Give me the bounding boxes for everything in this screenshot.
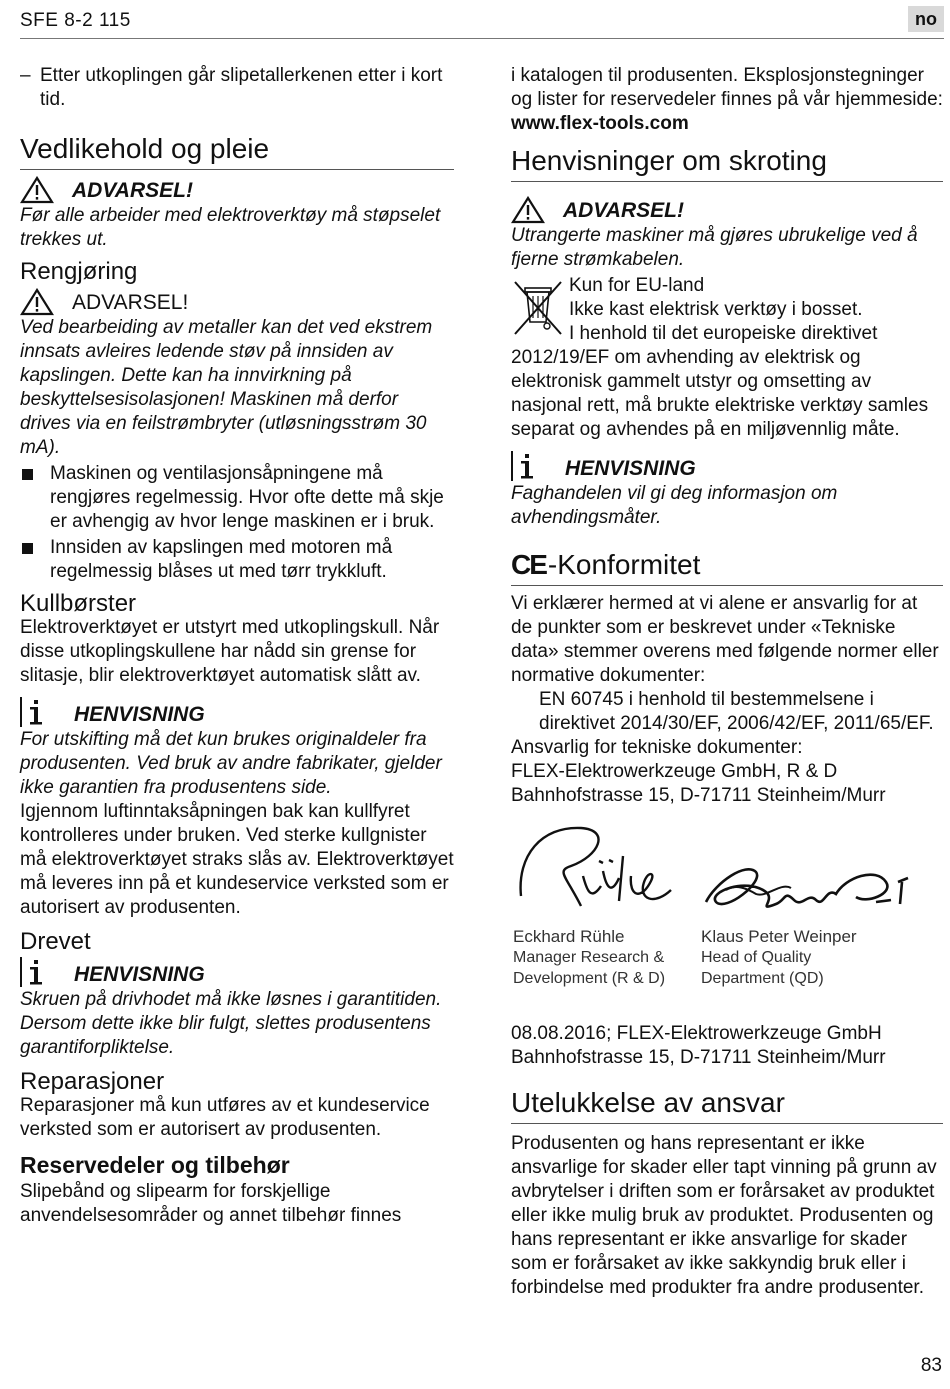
weee-block [511,274,943,346]
section-title-repairs: Reparasjoner [20,1068,165,1095]
note-label: HENVISNING [74,703,205,726]
body-text: I henhold til det europeiske direktivet [569,323,878,344]
warning-text: Utrangerte maskiner må gjøres ubrukelige ved å fjerne strømkabelen. [511,225,918,270]
signer-block [513,926,665,989]
note-block [511,450,943,482]
right-column [511,64,943,1300]
body-text: Produsenten og hans representant er ikke ansvarlige for skader eller tapt vinning på grunn av avbrytelser i driften som er forårsaket av produktet eller ikke mulig bruk av produktet. Produsenten og hans representant er ikke ansvarlige for skader som er forårsaket av ikke sakkyndig bruk eller i forbindelse med produkter fra andre produsenter. [511,1133,937,1298]
body-text: Elektroverktøyet er utstyrt med utkoplingskull. Når disse utkoplingskullene har nådd sin grense for slitasje, blir elektroverktøyet automatisk slått av. [20,617,440,686]
company-address: Bahnhofstrasse 15, D-71711 Steinheim/Murr [511,1047,886,1068]
page-number: 83 [920,1355,942,1376]
warning-text: Før alle arbeider med elektroverktøy må støpselet trekkes ut. [20,205,441,250]
body-text: Slipebånd og slipearm for forskjellige anvendelsesområder og annet tilbehør finnes [20,1181,402,1226]
signer-name: Eckhard Rühle [513,927,625,946]
standards-text: EN 60745 i henhold til bestemmelsene i direktivet 2014/30/EF, 2006/42/EF, 2011/65/EF. [539,689,934,734]
list-item [20,462,454,534]
body-text: Reparasjoner må kun utføres av et kundeservice verksted som er autorisert av produsenten. [20,1095,430,1140]
dash-item-text: Etter utkoplingen går slipetallerkenen etter i kort tid. [40,65,443,110]
section-title-disposal: Henvisninger om skroting [511,144,943,182]
section-title-liability: Utelukkelse av ansvar [511,1086,943,1124]
company-address: Bahnhofstrasse 15, D-71711 Steinheim/Murr [511,785,886,806]
warning-block [20,288,454,316]
body-text: i katalogen til produsenten. Eksplosjonstegninger og lister for reservedeler finnes på vår hjemmeside: [511,65,943,110]
section-title-maintenance: Vedlikehold og pleie [20,132,454,170]
warning-label: ADVARSEL! [72,179,193,202]
bullet-icon [22,469,33,480]
list-item: – Etter utkoplingen går slipetallerkenen etter i kort tid. [20,64,454,112]
body-text: Kun for EU-land [569,275,705,296]
note-block [20,696,454,728]
warning-block [511,196,943,224]
info-icon [511,450,543,482]
note-text: For utskifting må det kun brukes originaldeler fra produsenten. Ved bruk av andre fabrikater, gjelder ikke garantien fra produsentens side. [20,729,442,798]
bullet-text: Innsiden av kapslingen med motoren må regelmessig blåses ut med tørr trykkluft. [50,537,393,582]
note-label: HENVISNING [74,963,205,986]
crossed-bin-icon [511,276,565,340]
list-item [20,536,454,584]
section-title-conformity [511,548,943,586]
signer-title: Development (R & D) [513,970,666,987]
body-text: Ikke kast elektrisk verktøy i bosset. [569,299,863,320]
section-title-drive: Drevet [20,928,91,955]
left-column [20,64,454,1228]
body-text: 2012/19/EF om avhending av elektrisk og elektronisk gammelt utstyr og omsetting av nasjonal rett, må brukte elektriske verktøy samles separat og avhendes på en miljøvennlig måte. [511,347,929,440]
warning-label: ADVARSEL! [563,199,684,222]
signer-title: Manager Research & [513,949,665,966]
warning-icon [20,288,54,316]
signature-weinper [686,842,916,932]
body-text: Igjennom luftinntaksåpningen bak kan kullfyret kontrolleres under bruken. Ved sterke kullgnister må elektroverktøyet straks slås av. Elektroverktøyet må leveres inn på et kundeservice verksted som er autorisert av produsenten. [20,801,454,918]
signer-block [701,926,857,989]
bullet-text: Maskinen og ventilasjonsåpningene må rengjøres regelmessig. Hvor ofte dette må skje er avhengig av hvor lenge maskinen er i bruk. [50,463,444,532]
body-text: Vi erklærer hermed at vi alene er ansvarlig for at de punkter som er beskrevet under «Tekniske data» stemmer overens med følgende normer eller normative dokumenter: [511,593,939,686]
warning-icon [20,176,54,204]
note-block [20,956,454,988]
note-text: Skruen på drivhodet må ikke løsnes i garantitiden. Dersom dette ikke blir fulgt, slettes produsentens garantiforpliktelse. [20,989,442,1058]
signer-title: Department (QD) [701,970,824,987]
document-model: SFE 8-2 115 [20,10,131,31]
warning-text: Ved bearbeiding av metaller kan det ved ekstrem innsats avleires ledende støv på innsiden av kapslingen. Dette kan ha innvirkning på beskyttelsesisolasjonen! Maskinen må derfor drives via en feilstrømbryter (utløsningsstrøm 30 mA). [20,317,433,458]
language-badge: no [908,6,944,32]
body-text: Ansvarlig for tekniske dokumenter: [511,737,803,758]
website-link[interactable]: www.flex-tools.com [511,113,689,134]
conformity-title-text: -Konformitet [547,549,701,580]
section-title-brushes: Kullbørster [20,590,137,617]
warning-icon [511,196,545,224]
warning-label: ADVARSEL! [72,291,189,314]
date-line: 08.08.2016; FLEX-Elektrowerkzeuge GmbH [511,1023,882,1044]
signature-ruehle [511,816,681,926]
section-title-parts: Reservedeler og tilbehør [20,1152,290,1178]
signature-area [511,816,943,1016]
section-title-cleaning: Rengjøring [20,258,138,285]
warning-block [20,176,454,204]
ce-mark-icon: CE [511,549,546,580]
note-label: HENVISNING [565,457,696,480]
info-icon [20,956,52,988]
bullet-icon [22,543,33,554]
company-name: FLEX-Elektrowerkzeuge GmbH, R & D [511,761,838,782]
signer-title: Head of Quality [701,949,812,966]
note-text: Faghandelen vil gi deg informasjon om avhendingsmåter. [511,483,838,528]
header-divider [20,38,944,39]
info-icon [20,696,52,728]
signer-name: Klaus Peter Weinper [701,927,857,946]
